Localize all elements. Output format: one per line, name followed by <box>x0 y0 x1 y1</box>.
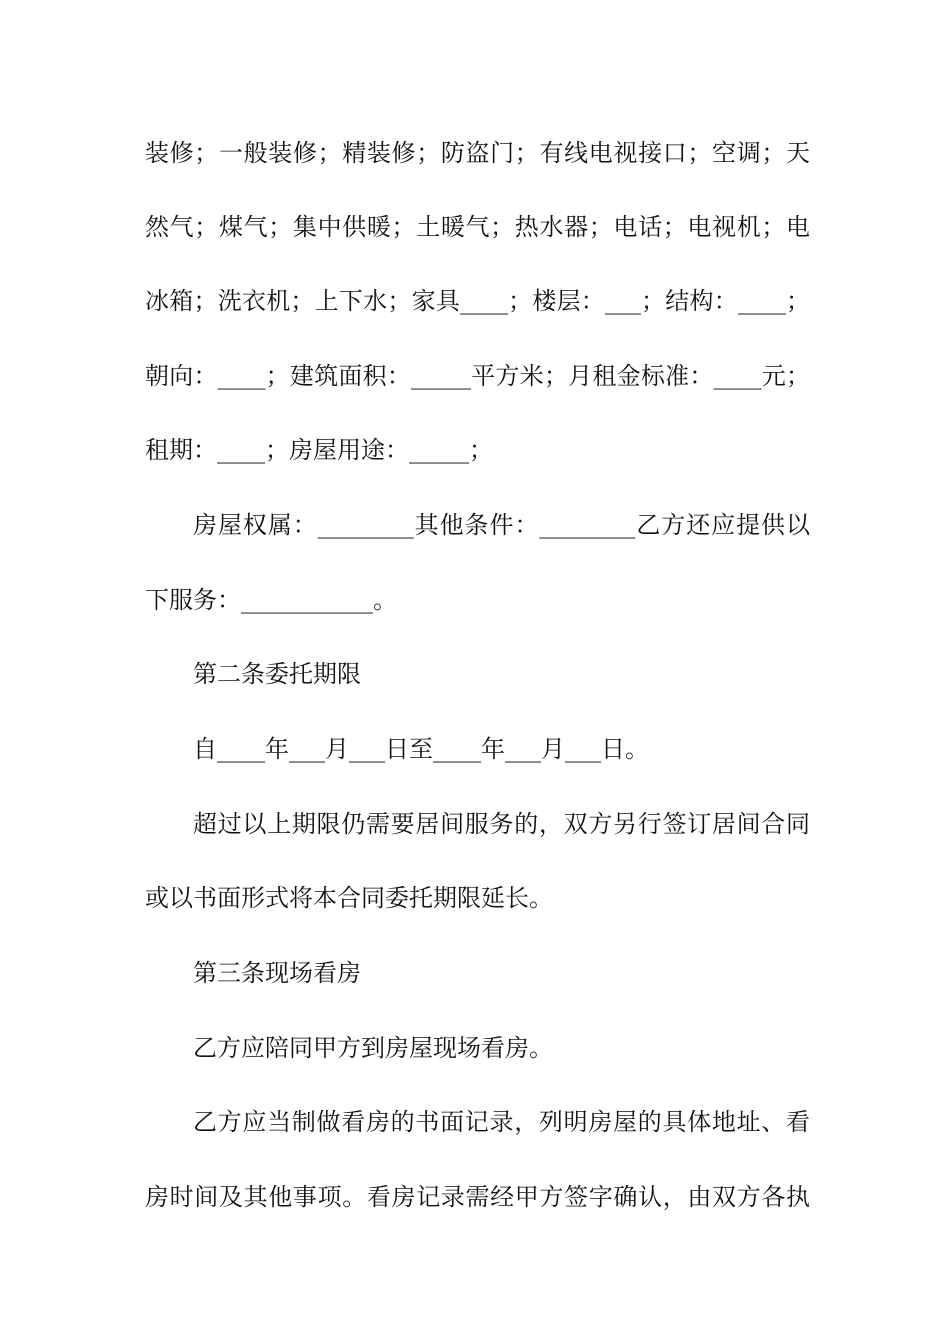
text-line: 房时间及其他事项。看房记录需经甲方签字确认，由双方各执 <box>145 1183 810 1211</box>
text-line: 房屋权属：________其他条件：________乙方还应提供以 <box>193 511 810 539</box>
text-line: 乙方应陪同甲方到房屋现场看房。 <box>193 1034 553 1062</box>
text-line: 冰箱；洗衣机；上下水；家具____；楼层：___；结构：____； <box>145 287 810 315</box>
section-heading: 第二条委托期限 <box>193 660 361 688</box>
text-line: 租期：____；房屋用途：_____； <box>145 436 493 464</box>
text-line: 朝向：____；建筑面积：_____平方米；月租金标准：____元； <box>145 362 810 390</box>
text-line: 自____年___月___日至____年___月___日。 <box>193 735 649 763</box>
text-line: 装修；一般装修；精装修；防盗门；有线电视接口；空调；天 <box>145 139 810 167</box>
text-line: 然气；煤气；集中供暖；土暖气；热水器；电话；电视机；电 <box>145 213 810 241</box>
text-line: 或以书面形式将本合同委托期限延长。 <box>145 884 553 912</box>
text-line: 乙方应当制做看房的书面记录，列明房屋的具体地址、看 <box>193 1108 810 1136</box>
section-heading: 第三条现场看房 <box>193 959 361 987</box>
text-line: 下服务：___________。 <box>145 586 397 614</box>
text-line: 超过以上期限仍需要居间服务的，双方另行签订居间合同 <box>193 810 810 838</box>
